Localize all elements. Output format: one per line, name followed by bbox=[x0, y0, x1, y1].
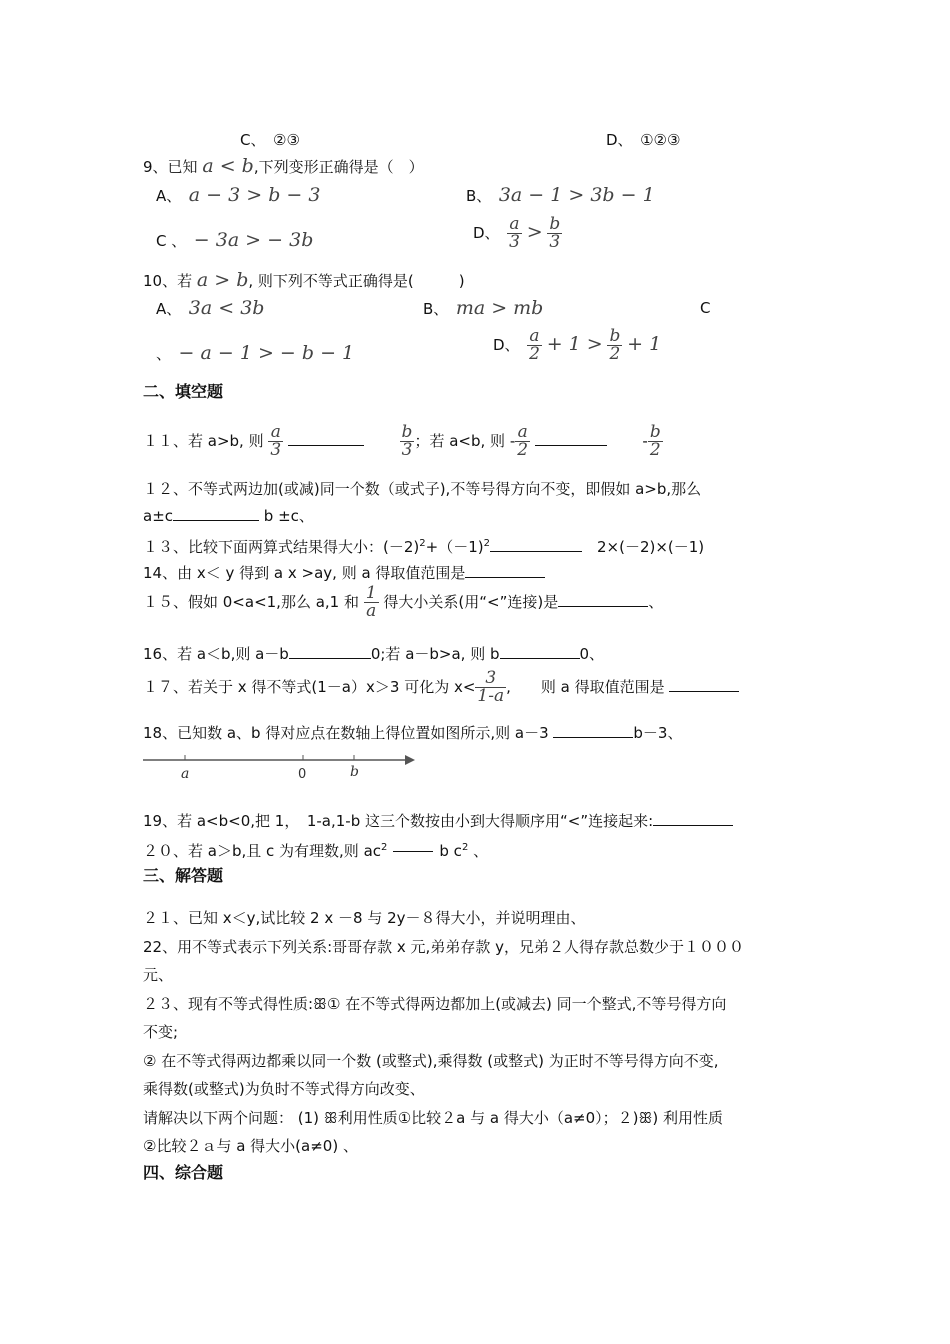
q15: １５、假如 0<a<1,那么 a,1 和 $\frac{1}{a}$ 得大小关系(用“<”连接)是 、 bbox=[143, 583, 664, 621]
q23-line4: 乘得数(或整式)为负时不等式得方向改变、 bbox=[143, 1080, 425, 1098]
q23-line5: 请解决以下两个问题： (1) ꕥ利用性质①比较２a 与 a 得大小（a≠0）；２)ꕥ) 利用性质 bbox=[143, 1109, 724, 1127]
section-3-title: 三、解答题 bbox=[143, 866, 224, 885]
section-4-title: 四、综合题 bbox=[143, 1163, 224, 1182]
q9-option-c: C 、 − 3a > − 3b bbox=[156, 229, 314, 251]
q23-line2: 不变; bbox=[143, 1023, 179, 1041]
q21: ２１、已知 x＜y,试比较 2 x －8 与 2y－８得大小，并说明理由、 bbox=[143, 909, 586, 927]
q9-option-b: B、 3a − 1 > 3b − 1 bbox=[466, 184, 655, 206]
q9-stem: 9、已知 a < b,下列变形正确得是（ ） bbox=[143, 155, 424, 177]
q13: １３、比较下面两算式结果得大小：$(-2)^2+(-1)^2$ 2×(－2)×(－1) bbox=[143, 538, 705, 556]
label-a: a bbox=[181, 766, 190, 782]
q8-option-d: D、 ①②③ bbox=[606, 131, 681, 149]
q16: 16、若 a＜b,则 a－b 0;若 a－b>a, 则 b 0、 bbox=[143, 645, 605, 663]
q17: １７、若关于 x 得不等式(1－a）x＞3 可化为 x< $\frac{3}{1-a}$ , 则 a 得取值范围是 bbox=[143, 669, 739, 705]
q10-option-c: 、 − a − 1 > − b − 1 bbox=[156, 342, 355, 364]
section-2-title: 二、填空题 bbox=[143, 382, 224, 401]
label-zero: 0 bbox=[298, 767, 307, 782]
q23-line6: ②比较２ａ与 a 得大小(a≠0) 、 bbox=[143, 1137, 358, 1155]
label-b: b bbox=[350, 764, 359, 780]
q10-option-b: B、 ma > mb bbox=[423, 297, 544, 319]
q23-line1: ２３、现有不等式得性质:ꕥ① 在不等式得两边都加上(或减去) 同一个整式,不等号得方向 bbox=[143, 995, 727, 1013]
q10-stem: 10、若 a > b, 则下列不等式正确得是( ) bbox=[143, 269, 465, 291]
number-line bbox=[143, 750, 423, 784]
q18: 18、已知数 a、b 得对应点在数轴上得位置如图所示,则 a－3 b－3、 bbox=[143, 724, 683, 742]
q19: 19、若 a<b<0,把 1， 1-a,1-b 这三个数按由小到大得顺序用“<”连接起来: bbox=[143, 811, 733, 831]
q12-line1: １２、不等式两边加(或减)同一个数（或式子),不等号得方向不变，即假如 a>b,那么 bbox=[143, 480, 702, 498]
q14: 14、由 x＜ y 得到 a x >ay, 则 a 得取值范围是 bbox=[143, 563, 545, 583]
q9-option-a: A、 a − 3 > b − 3 bbox=[156, 184, 321, 206]
q12-line2: a±c b ±c、 bbox=[143, 507, 314, 525]
q9-option-d: D、 $\frac{a}{3}$ > $\frac{b}{3}$ bbox=[473, 214, 561, 252]
q22-line1: 22、用不等式表示下列关系:哥哥存款 x 元,弟弟存款 y，兄弟２人得存款总数少于１０００ bbox=[143, 938, 744, 956]
q8-option-c: C、 ②③ bbox=[240, 131, 300, 149]
q23-line3: ② 在不等式得两边都乘以同一个数 (或整式),乘得数 (或整式) 为正时不等号得方向不变, bbox=[143, 1052, 719, 1070]
q11: １１、若 a>b, 则 $\frac{a}{3}$ $\frac{b}{3}$ ；若 a<b, 则 - $\frac{a}{2}$ - $\frac{b}{2}$ bbox=[143, 422, 661, 460]
q10-option-a: A、 3a < 3b bbox=[156, 297, 265, 319]
q22-line2: 元、 bbox=[143, 966, 174, 984]
number-line-arrow bbox=[405, 755, 415, 765]
q10-option-c-label: C bbox=[700, 299, 711, 317]
q20: ２０、若 a＞b,且 c 为有理数,则 $ac^2$ b $c^2$ 、 bbox=[143, 842, 489, 860]
q10-option-d: D、 $\frac{a}{2}$ + 1 > $\frac{b}{2}$ + 1 bbox=[493, 326, 662, 364]
